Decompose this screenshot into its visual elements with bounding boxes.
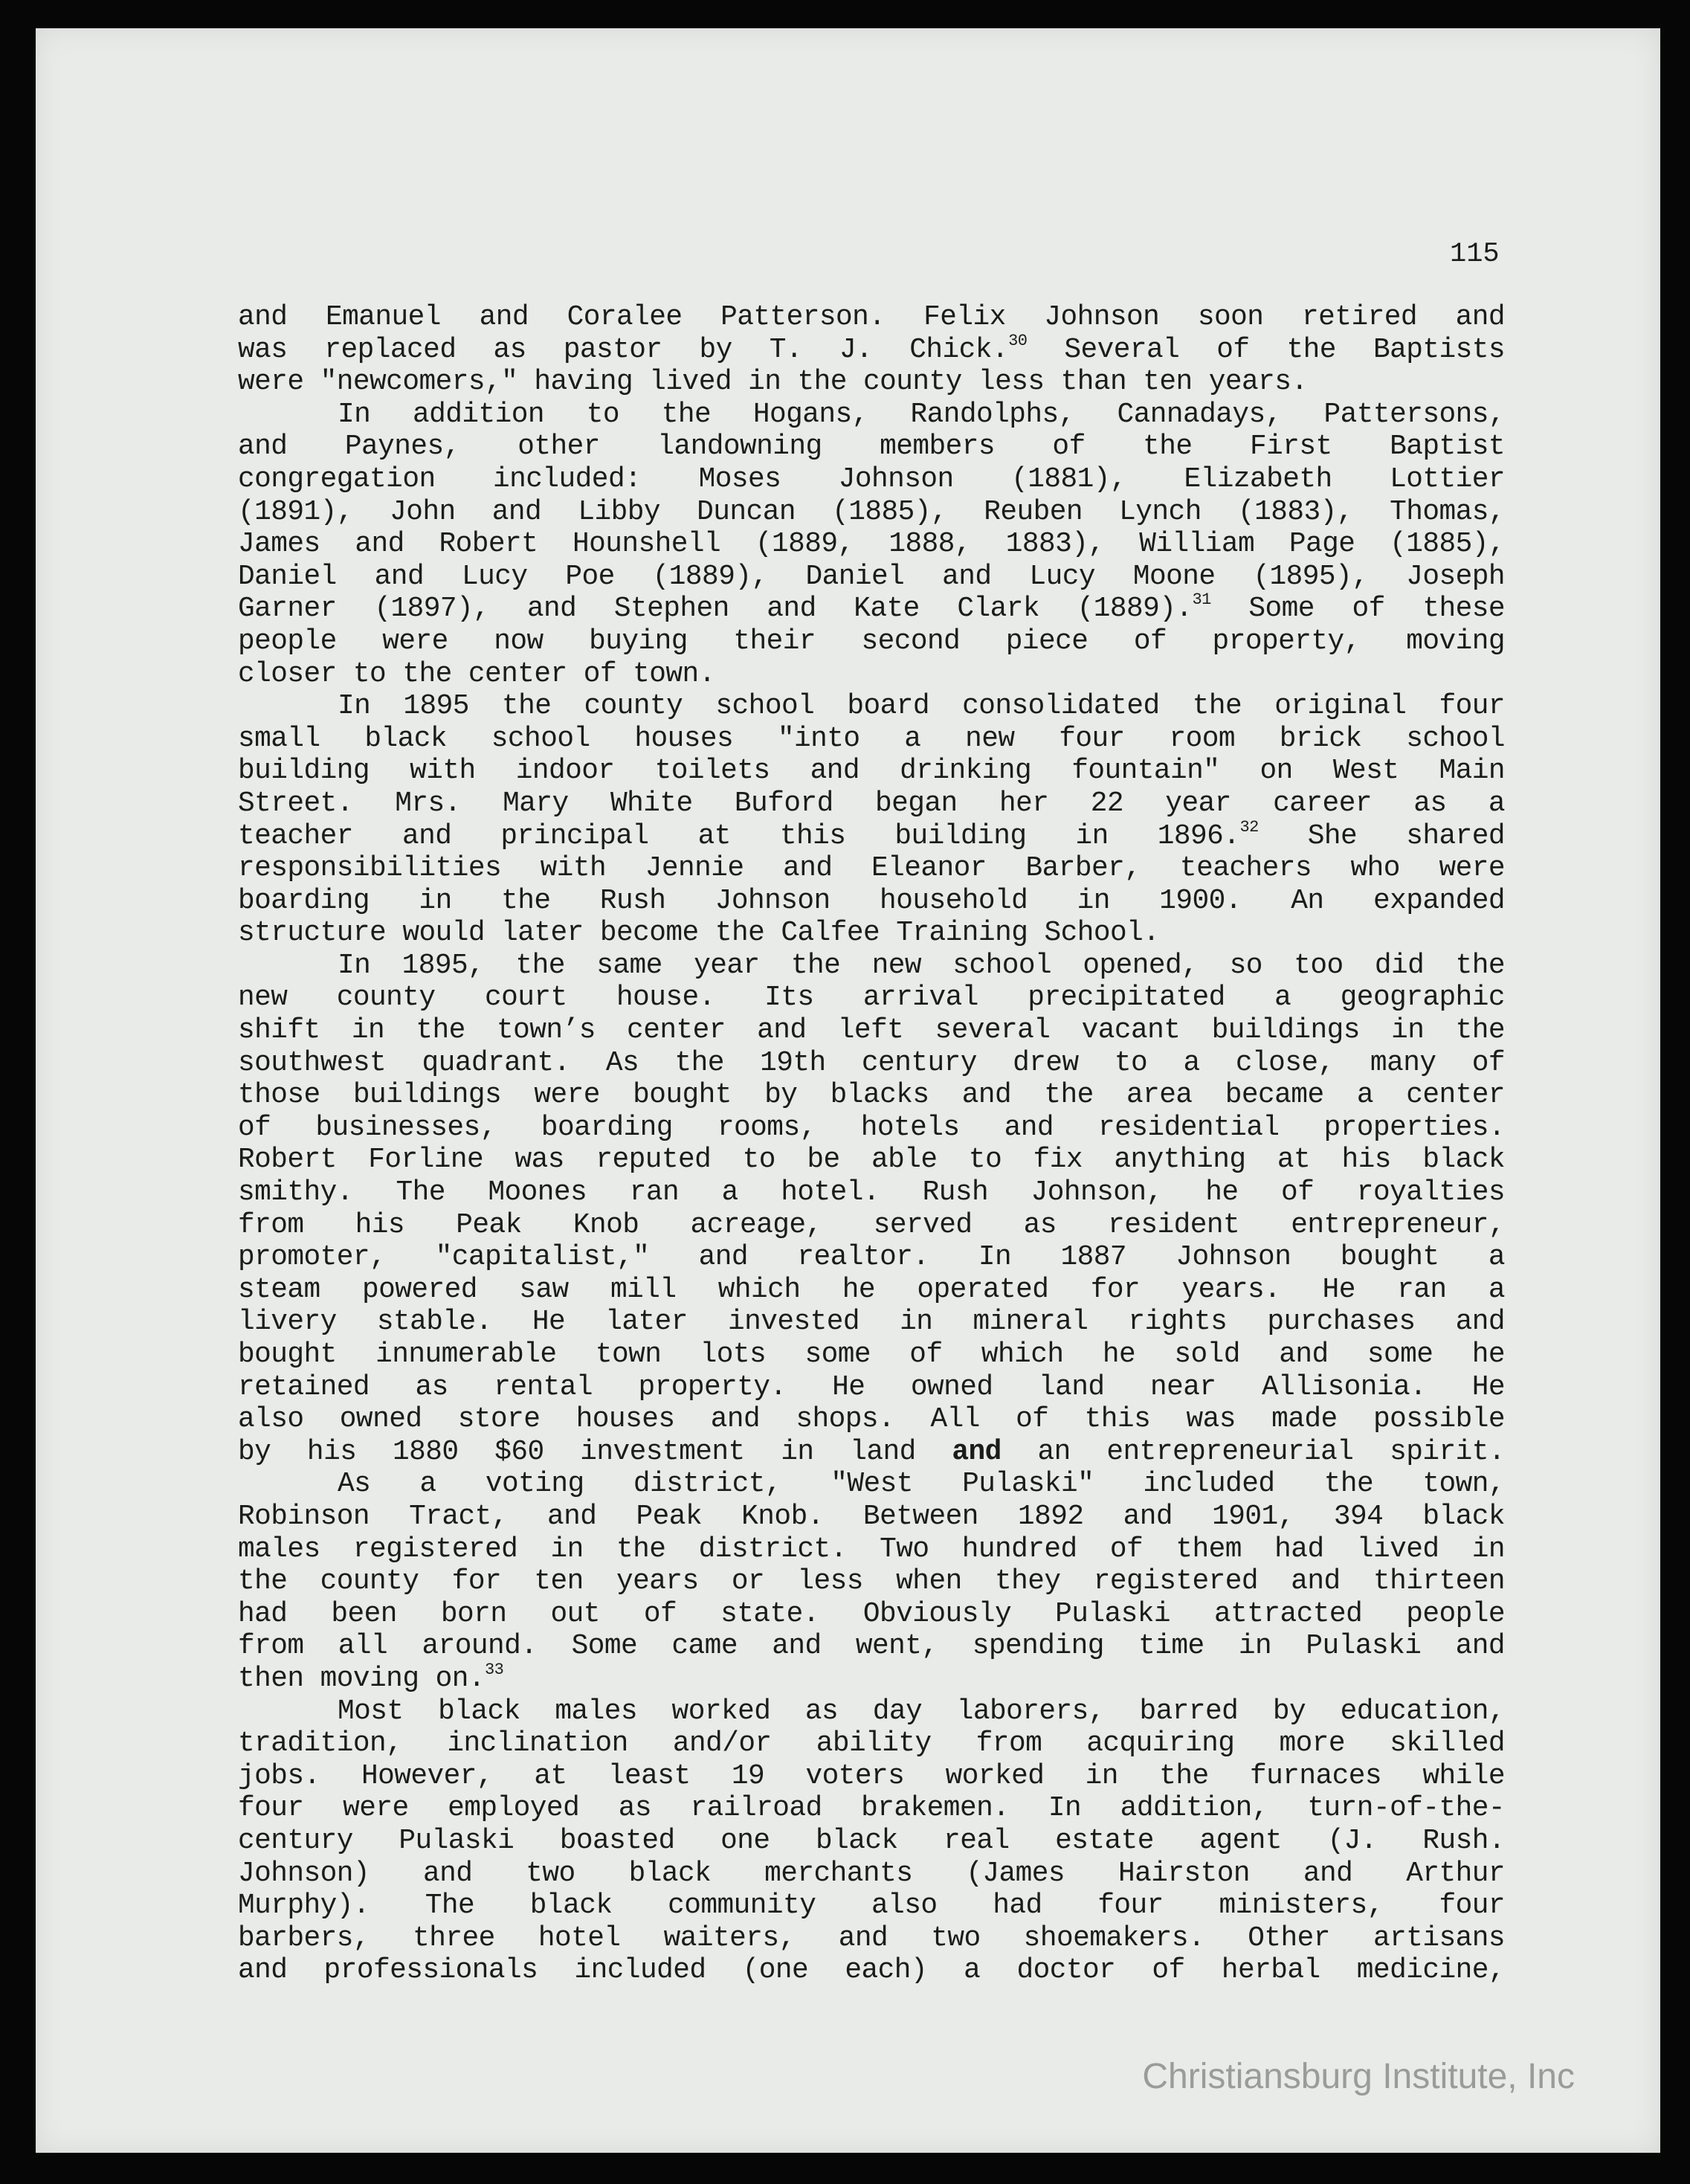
text-line (238, 1372, 1505, 1405)
line-text: retained as rental property. He owned land near Allisonia. He (238, 1371, 1505, 1403)
text-line (238, 788, 1505, 821)
line-text: Murphy). The black community also had four ministers, four (238, 1890, 1505, 1922)
footnote-ref: 31 (1192, 590, 1211, 610)
text-line (238, 1048, 1505, 1080)
text-line (238, 1660, 1505, 1696)
text-line (238, 1826, 1505, 1858)
document-page (36, 28, 1660, 2153)
line-text: As a voting district, "West Pulaski" included the town, (338, 1469, 1505, 1501)
line-text: of businesses, boarding rooms, hotels and residential properties. (238, 1112, 1505, 1144)
line-text: was replaced as pastor by T. J. Chick. (238, 334, 1009, 366)
text-line (238, 331, 1505, 367)
line-text: Most black males worked as day laborers, barred by education, (338, 1695, 1505, 1727)
text-line (238, 1469, 1505, 1501)
line-text: building with indoor toilets and drinking fountain" on West Main (238, 756, 1505, 787)
text-line (238, 1112, 1505, 1145)
line-text: boarding in the Rush Johnson household in 1900. An expanded (238, 885, 1505, 917)
text-line (238, 1793, 1505, 1826)
text-line (238, 1307, 1505, 1339)
text-line (238, 399, 1505, 432)
line-text: four were employed as railroad brakemen. In addition, turn-of-the- (238, 1793, 1505, 1825)
line-text: (1891), John and Libby Duncan (1885), Reuben Lynch (1883), Thomas, (238, 496, 1505, 528)
text-line (238, 431, 1505, 464)
text-line (238, 1761, 1505, 1794)
line-text: Daniel and Lucy Poe (1889), Daniel and Lucy Moone (1895), Joseph (238, 561, 1505, 593)
text-line (238, 1437, 1505, 1469)
text-line (238, 659, 1505, 692)
text-line (238, 756, 1505, 788)
text-line (238, 1015, 1505, 1048)
text-line (238, 1955, 1505, 1988)
text-line (238, 950, 1505, 983)
text-line (238, 1534, 1505, 1567)
text-line (238, 367, 1505, 399)
line-text: shift in the town’s center and left several vacant buildings in the (238, 1015, 1505, 1047)
text-line (238, 691, 1505, 724)
text-line (238, 1210, 1505, 1243)
text-line (238, 1144, 1505, 1177)
text-line (238, 1566, 1505, 1599)
line-text: responsibilities with Jennie and Eleanor Barber, teachers who were (238, 853, 1505, 885)
text-line (238, 1890, 1505, 1923)
text-line (238, 1599, 1505, 1631)
text-line (238, 1339, 1505, 1372)
text-line (238, 529, 1505, 561)
line-text: teacher and principal at this building in 1896. (238, 820, 1240, 852)
text-line (238, 1080, 1505, 1112)
line-text-continued: She shared (1258, 820, 1506, 852)
text-line (238, 982, 1505, 1015)
watermark: Christiansburg Institute, Inc (1142, 2057, 1575, 2096)
line-text: In 1895, the same year the new school opened, so too did the (338, 950, 1505, 982)
footnote-ref: 30 (1008, 331, 1028, 350)
line-text: Robert Forline was reputed to be able to fix anything at his black (238, 1144, 1505, 1176)
line-text: jobs. However, at least 19 voters worked in the furnaces while (238, 1760, 1505, 1792)
line-text: were "newcomers," having lived in the county less than ten years. (238, 367, 1308, 399)
line-text-continued: Several of the Baptists (1027, 334, 1505, 366)
text-line (238, 1696, 1505, 1729)
line-text-continued: an entrepreneurial spirit. (1001, 1436, 1505, 1468)
text-line (238, 561, 1505, 594)
text-line (238, 1242, 1505, 1275)
text-line (238, 1728, 1505, 1761)
text-line (238, 724, 1505, 756)
line-text: had been born out of state. Obviously Pulaski attracted people (238, 1598, 1505, 1630)
text-line (238, 886, 1505, 918)
line-text: James and Robert Hounshell (1889, 1888, 1883), William Page (1885), (238, 529, 1505, 561)
text-line (238, 1858, 1505, 1891)
line-text: and Emanuel and Coralee Patterson. Felix Johnson soon retired and (238, 302, 1505, 333)
line-text-continued: Some of these (1210, 593, 1505, 625)
text-line (238, 1501, 1505, 1534)
page-number: 115 (1450, 239, 1500, 270)
line-text: Johnson) and two black merchants (James Hairston and Arthur (238, 1858, 1505, 1890)
line-text: century Pulaski boasted one black real estate agent (J. Rush. (238, 1825, 1505, 1857)
line-text: from all around. Some came and went, spending time in Pulaski and (238, 1631, 1505, 1663)
footnote-ref: 33 (484, 1660, 504, 1679)
line-text: livery stable. He later invested in mineral rights purchases and (238, 1307, 1505, 1339)
line-text: closer to the center of town. (238, 658, 715, 690)
text-line (238, 302, 1505, 335)
line-text: and Paynes, other landowning members of the First Baptist (238, 431, 1505, 463)
line-text: In 1895 the county school board consolidated the original four (338, 691, 1505, 723)
line-text: promoter, "capitalist," and realtor. In 1887 Johnson bought a (238, 1242, 1505, 1274)
text-line (238, 817, 1506, 854)
line-text: and professionals included (one each) a doctor of herbal medicine, (238, 1955, 1505, 1987)
text-line (238, 918, 1505, 950)
line-text: males registered in the district. Two hundred of them had lived in (238, 1533, 1505, 1565)
line-text: barbers, three hotel waiters, and two shoemakers. Other artisans (238, 1922, 1505, 1954)
line-text: tradition, inclination and/or ability from acquiring more skilled (238, 1728, 1505, 1760)
line-text: the county for ten years or less when they registered and thirteen (238, 1566, 1505, 1598)
line-text: by his 1880 $60 investment in land (238, 1436, 952, 1468)
text-line (238, 1631, 1505, 1663)
text-line (238, 464, 1505, 497)
line-text: structure would later become the Calfee Training School. (238, 918, 1160, 950)
text-line (238, 853, 1505, 886)
text-line (238, 497, 1505, 529)
line-text: small black school houses "into a new four room brick school (238, 723, 1505, 755)
line-text: In addition to the Hogans, Randolphs, Cannadays, Pattersons, (338, 399, 1505, 431)
line-text: congregation included: Moses Johnson (1881), Elizabeth Lottier (238, 463, 1505, 495)
text-line (238, 1404, 1505, 1437)
line-text: new county court house. Its arrival precipitated a geographic (238, 982, 1505, 1014)
line-text: Robinson Tract, and Peak Knob. Between 1892 and 1901, 394 black (238, 1501, 1505, 1533)
line-text: bought innumerable town lots some of which he sold and some he (238, 1339, 1505, 1370)
text-line (238, 1923, 1505, 1956)
line-text: Street. Mrs. Mary White Buford began her 22 year career as a (238, 787, 1505, 819)
footnote-ref: 32 (1239, 817, 1259, 837)
line-text: Garner (1897), and Stephen and Kate Clark (1889). (238, 593, 1193, 625)
line-text: also owned store houses and shops. All of this was made possible (238, 1404, 1505, 1436)
line-text: then moving on. (238, 1663, 485, 1695)
line-text: southwest quadrant. As the 19th century drew to a close, many of (238, 1047, 1505, 1079)
line-text: from his Peak Knob acreage, served as resident entrepreneur, (238, 1209, 1505, 1241)
line-text: smithy. The Moones ran a hotel. Rush Johnson, he of royalties (238, 1177, 1505, 1209)
text-line (238, 590, 1505, 626)
text-line (238, 1177, 1505, 1210)
bold-word: and (952, 1436, 1002, 1468)
body-text (238, 302, 1505, 1988)
line-text: steam powered saw mill which he operated for years. He ran a (238, 1274, 1505, 1306)
line-text: those buildings were bought by blacks and the area became a center (238, 1080, 1505, 1112)
text-line (238, 626, 1505, 659)
line-text: people were now buying their second piece of property, moving (238, 625, 1505, 657)
text-line (238, 1275, 1505, 1307)
